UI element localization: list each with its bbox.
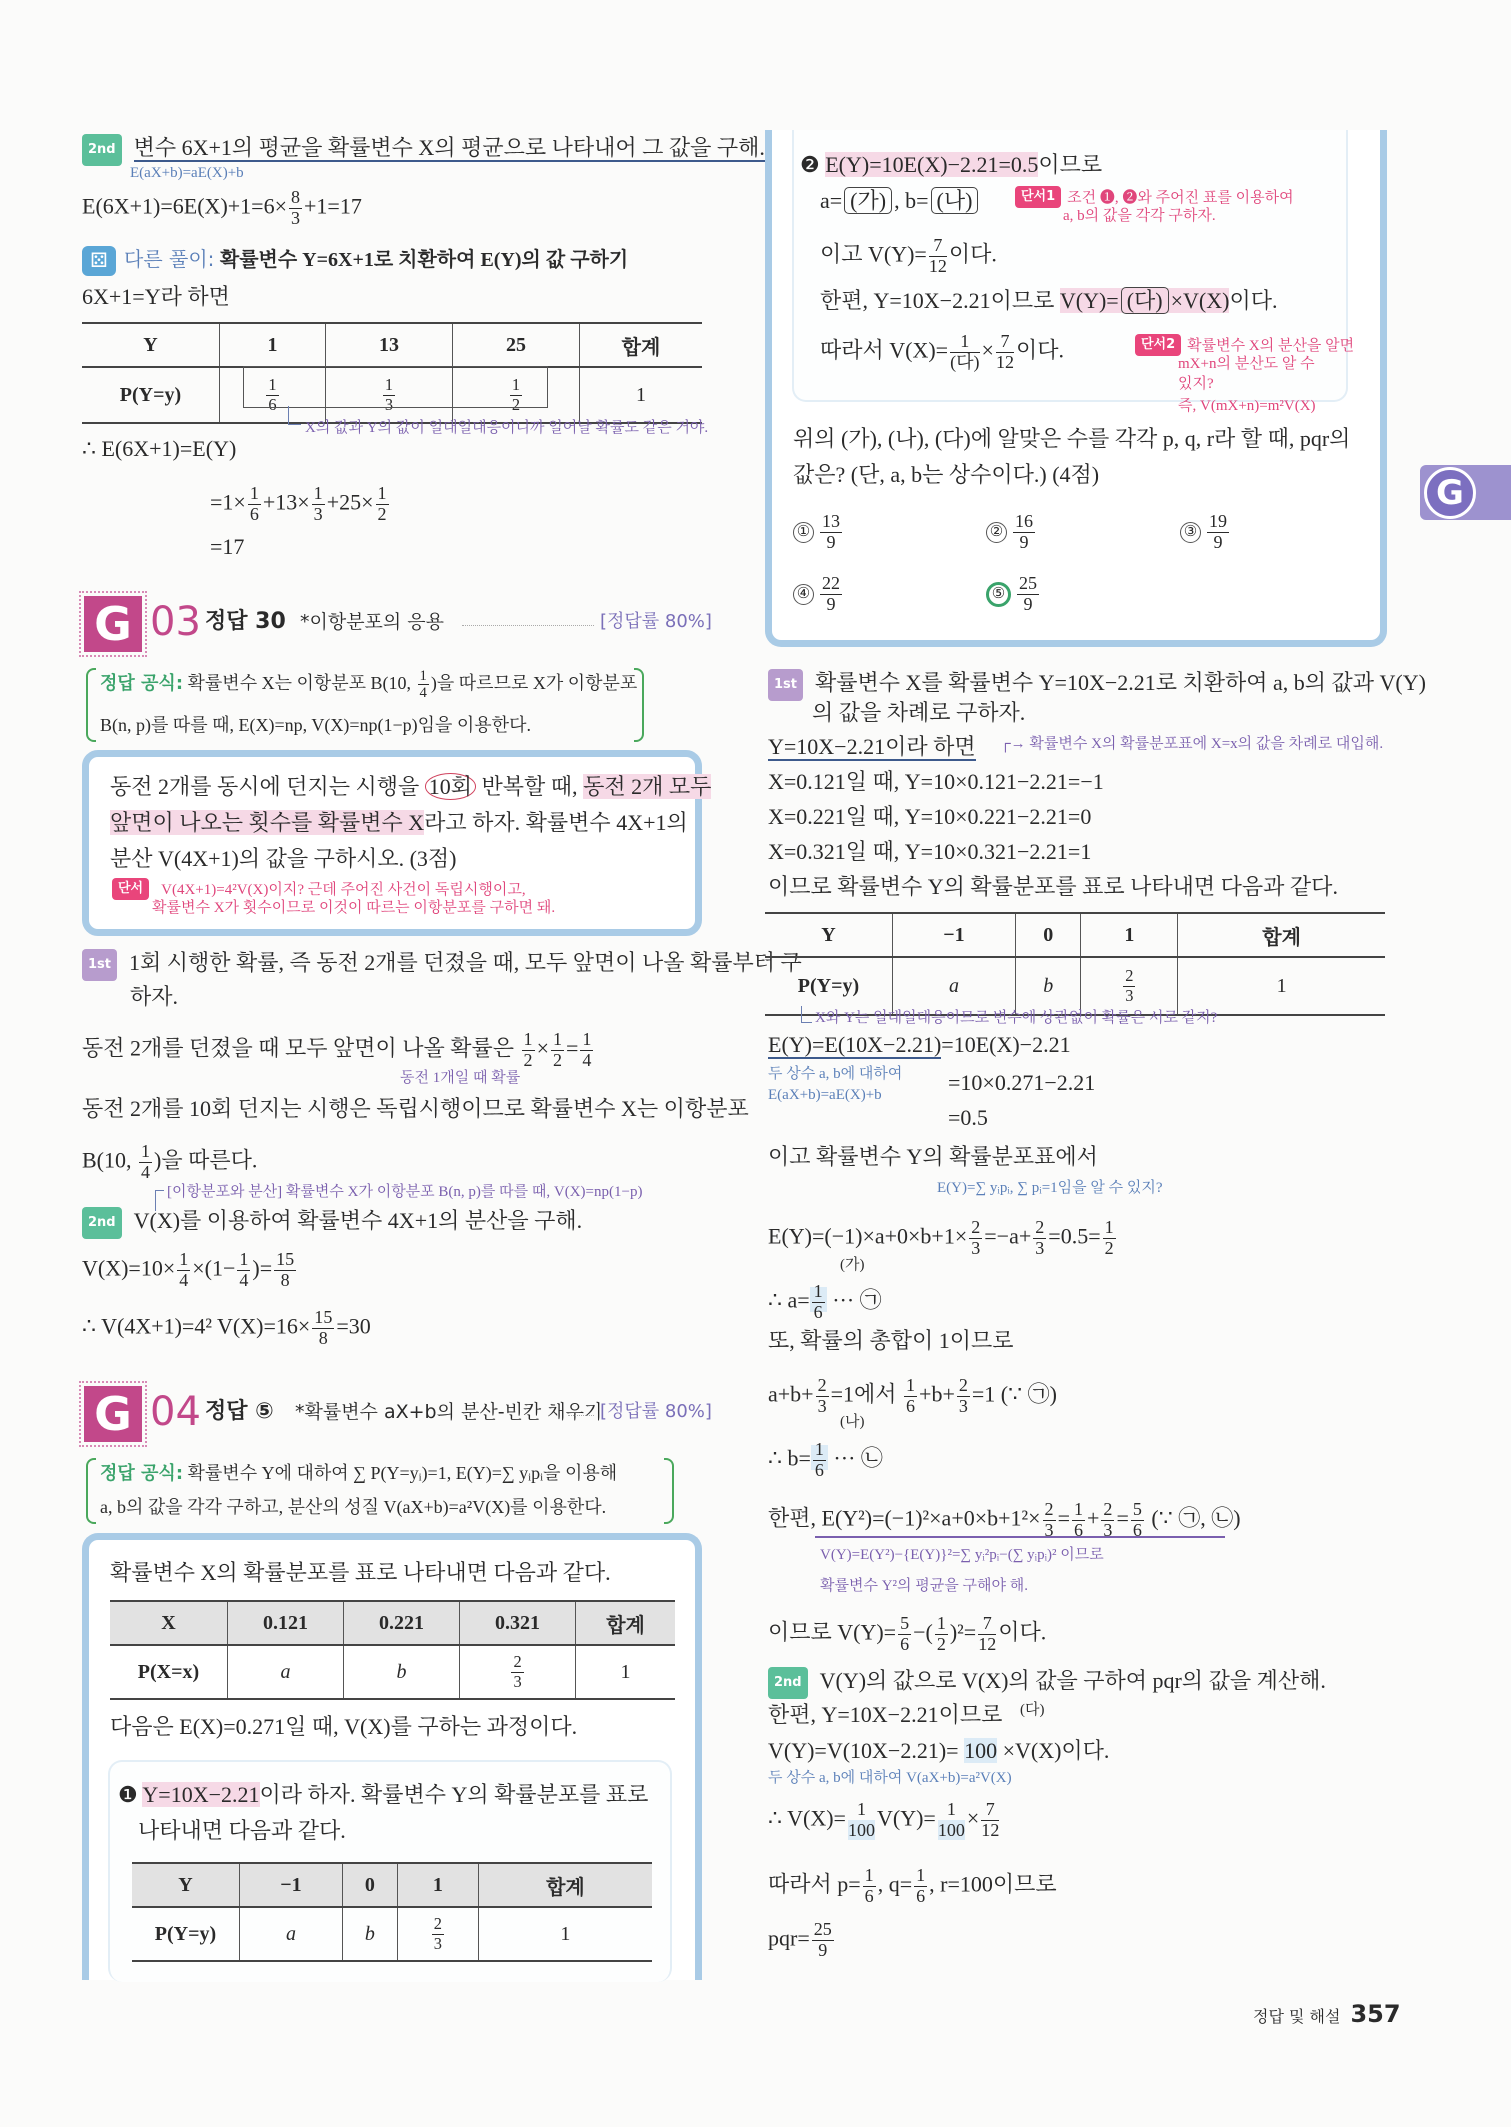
- calc-line: pqr= $\frac{25}{9}$: [768, 1919, 832, 1960]
- table-cell: −1: [893, 913, 1016, 957]
- highlight: E(Y)=10E(X)−2.21=0.5: [825, 152, 1039, 177]
- conclusion-line: =1× $\frac{1}{6}$ +13× $\frac{1}{3}$ +25× $\frac{1}{2}$: [210, 483, 387, 524]
- text-line: 동전 2개를 10회 던지는 시행은 독립시행이므로 확률변수 X는 이항분포: [82, 1096, 749, 1121]
- table-cell: 0.221: [344, 1601, 460, 1645]
- fraction: $\frac{1}{6}$: [1073, 1499, 1083, 1540]
- alt-solution-heading: [82, 244, 628, 276]
- fraction: $\frac{7}{12}$: [981, 1799, 1000, 1840]
- step-text: V(X)를 이용하여 확률변수 4X+1의 분산을 구해.: [133, 1208, 583, 1233]
- table-cell: b: [344, 1645, 460, 1699]
- formula-note: 두 상수 a, b에 대하여: [768, 1066, 903, 1082]
- distribution-table-x: [110, 1600, 675, 1700]
- table-cell: P(Y=y): [765, 957, 893, 1015]
- option-number: ③: [1180, 522, 1201, 543]
- hint-badge: 단서: [112, 878, 149, 900]
- table-cell: 0: [1015, 913, 1080, 957]
- table-cell: a: [240, 1907, 343, 1961]
- formula-line: B(n, p)를 따를 때, E(X)=np, V(X)=np(1−p)임을 이용한다.: [100, 715, 531, 735]
- bracket-left: [86, 668, 96, 742]
- blank-label: (나): [840, 1414, 865, 1430]
- fraction: $\frac{2}{3}$: [971, 1217, 981, 1258]
- dotted-leader: [568, 1415, 594, 1416]
- blank-box: (다): [1121, 287, 1169, 314]
- fraction: $\frac{1}{2}$: [511, 375, 521, 414]
- fraction: $\frac{8}{3}$: [291, 187, 301, 228]
- table-cell: 1: [478, 1907, 652, 1961]
- problem-line: 다음은 E(X)=0.271일 때, V(X)를 구하는 과정이다.: [110, 1714, 578, 1739]
- fraction: $\frac{2}{3}$: [958, 1375, 968, 1416]
- circled-text: 10회: [425, 773, 476, 800]
- step-text: 하자.: [130, 984, 179, 1009]
- answer-label: 정답 30: [205, 609, 286, 634]
- problem-line: 동전 2개를 동시에 던지는 시행을 10회 반복할 때, 동전 2개 모두: [110, 774, 712, 799]
- condition-line: ❷ E(Y)=10E(X)−2.21=0.5이므로: [800, 152, 1103, 177]
- fraction: $\frac{1}{6}$: [814, 1439, 824, 1480]
- fraction: $\frac{1}{6}$: [916, 1865, 926, 1906]
- answer-highlight: 100: [937, 1819, 965, 1840]
- table-cell: [460, 1645, 576, 1699]
- table-cell: −1: [240, 1863, 343, 1907]
- formula-label: 정답 공식:: [100, 1463, 184, 1484]
- fraction: $\frac{5}{6}$: [900, 1613, 910, 1654]
- fraction: $\frac{5}{6}$: [1132, 1499, 1142, 1540]
- accuracy-rate: [정답률 80%]: [600, 611, 712, 632]
- problem-line: 확률변수 X의 확률분포를 표로 나타내면 다음과 같다.: [110, 1560, 611, 1585]
- formula-line: a, b의 값을 각각 구하고, 분산의 성질 V(aX+b)=a²V(X)를 이용한다.: [100, 1497, 607, 1517]
- table-header-row: [132, 1863, 652, 1907]
- step-1st: [82, 948, 802, 981]
- table-cell: Y: [82, 323, 220, 367]
- distribution-table-y: [765, 912, 1385, 1016]
- alt-label: 다른 풀이:: [124, 247, 215, 271]
- annotation-note: 동전 1개일 때 확률: [400, 1070, 521, 1086]
- table-cell: Y: [765, 913, 893, 957]
- problem-number: 03: [150, 599, 201, 645]
- step-text: 1회 시행한 확률, 즉 동전 2개를 던졌을 때, 모두 앞면이 나올 확률부터 구: [129, 950, 802, 975]
- calc-line: =10×0.271−2.21: [948, 1070, 1096, 1095]
- highlight: V(Y)= (다) ×V(X): [1059, 288, 1230, 313]
- equation: E(6X+1)=6E(X)+1=6× $\frac{8}{3}$ +1=17: [82, 187, 362, 228]
- hint-text: V(4X+1)=4²V(X)이지? 근데 주어진 사건이 독립시행이고,: [161, 882, 526, 898]
- annotation-note: [이항분포와 분산] 확률변수 X가 이항분포 B(n, p)를 따를 때, V(X)=np(1−p): [167, 1184, 643, 1200]
- step-text: V(Y)의 값으로 V(X)의 값을 구하여 pqr의 값을 계산해.: [819, 1668, 1326, 1693]
- blank-label: (가): [840, 1257, 865, 1273]
- question-line: 값은? (단, a, b는 상수이다.) (4점): [793, 462, 1100, 487]
- answer-highlight: 100: [847, 1819, 875, 1840]
- text-line: 동전 2개를 던졌을 때 모두 앞면이 나올 확률은 $\frac{1}{2}$ × $\frac{1}{2}$ = $\frac{1}{4}$: [82, 1029, 592, 1070]
- table-row: [132, 1907, 652, 1961]
- fraction: $\frac{1}{4}$: [239, 1249, 249, 1290]
- table-row: [765, 957, 1385, 1015]
- calc-line: 따라서 p= $\frac{1}{6}$ , q= $\frac{1}{6}$ , r=100이므로: [768, 1865, 1057, 1906]
- hint-2: [1135, 334, 1354, 356]
- fraction: $\frac{2}{3}$: [433, 1914, 442, 1953]
- accuracy-rate: [정답률 80%]: [600, 1401, 712, 1422]
- fraction: $\frac{1}{2}$: [377, 483, 387, 524]
- text-line: 또, 확률의 총합이 1이므로: [768, 1328, 1014, 1353]
- answer-highlight: [810, 1281, 827, 1322]
- fraction: $\frac{1}{6}$: [906, 1375, 916, 1416]
- table-cell: [397, 1907, 478, 1961]
- text-line: X=0.121일 때, Y=10×0.121−2.21=−1: [768, 769, 1104, 794]
- table-cell: X: [110, 1601, 228, 1645]
- table-cell: 1: [576, 1645, 675, 1699]
- note-text: 확률변수 X의 확률분포표에 X=x의 값을 차례로 대입해.: [1029, 736, 1384, 752]
- step-badge: 2nd: [82, 1207, 122, 1239]
- fraction: $\frac{19}{9}$: [1209, 511, 1228, 552]
- bracket-right: [664, 1458, 674, 1524]
- annotation-note: 확률변수 Y²의 평균을 구해야 해.: [820, 1578, 1028, 1594]
- option-number: ②: [986, 522, 1007, 543]
- calc-line: 이므로 V(Y)= $\frac{5}{6}$ −( $\frac{1}{2}$ )²= $\frac{7}{12}$ 이다.: [768, 1613, 1047, 1654]
- fraction: $\frac{2}{3}$: [1103, 1499, 1113, 1540]
- condition-line: 이고 V(Y)= $\frac{7}{12}$ 이다.: [820, 235, 997, 276]
- fraction: $\frac{2}{3}$: [513, 1652, 522, 1691]
- answer-option-5[interactable]: [986, 574, 1041, 615]
- hint-line: [112, 878, 526, 900]
- alt-title: 확률변수 Y=6X+1로 치환하여 E(Y)의 값 구하기: [219, 249, 629, 271]
- underline: [815, 1536, 1225, 1538]
- step-1st: [768, 668, 1426, 701]
- fraction: $\frac{1}{100}$: [847, 1799, 875, 1840]
- table-cell: 합계: [1178, 913, 1385, 957]
- text-line: [768, 732, 976, 762]
- fraction: $\frac{1}{6}$: [864, 1865, 874, 1906]
- fraction: $\frac{1}{2}$: [552, 1029, 562, 1070]
- fraction: $\frac{25}{9}$: [813, 1919, 832, 1960]
- step-badge: 2nd: [82, 134, 122, 166]
- formula-note: 두 상수 a, b에 대하여 V(aX+b)=a²V(X): [768, 1770, 1012, 1786]
- step-badge: 1st: [82, 949, 117, 981]
- condition-line: 따라서 V(X)= $\frac{1}{\text{(다)}}$ × $\frac{7}{12}$ 이다.: [820, 331, 1064, 372]
- option-value: [818, 511, 844, 552]
- calc-line: ∴ V(4X+1)=4² V(X)=16× $\frac{15}{8}$ =30: [82, 1307, 371, 1348]
- fraction: $\frac{22}{9}$: [822, 573, 841, 614]
- fraction: $\frac{1}{4}$: [179, 1249, 189, 1290]
- table-cell: [1081, 957, 1178, 1015]
- calc-line: a+b+ $\frac{2}{3}$ =1에서 $\frac{1}{6}$ +b+ $\frac{2}{3}$ =1 (∵ ㉠): [768, 1375, 1057, 1416]
- fraction: $\frac{7}{12}$: [995, 331, 1014, 372]
- step-badge: 1st: [768, 669, 803, 701]
- answer-label: 정답 ⑤: [205, 1399, 274, 1424]
- table-cell: 0: [342, 1863, 397, 1907]
- arrow-icon: [801, 1006, 812, 1023]
- condition-line: ❶ Y=10X−2.21이라 하자. 확률변수 Y의 확률분포를 표로: [118, 1782, 649, 1807]
- table-header-row: [82, 323, 702, 367]
- step-badge: 2nd: [768, 1667, 808, 1699]
- answer-option-3[interactable]: [1180, 512, 1231, 553]
- highlight-box: [243, 366, 548, 408]
- calc-text: =10E(X)−2.21: [941, 1032, 1071, 1057]
- fraction: $\frac{2}{3}$: [817, 1375, 827, 1416]
- hint-line: 확률변수 X가 횟수이므로 이것이 따르는 이항분포를 구하면 돼.: [152, 900, 556, 916]
- highlight: Y=10X−2.21: [142, 1782, 260, 1807]
- formula-line: [100, 668, 637, 702]
- answer-option-4[interactable]: [793, 574, 844, 615]
- calc-line: [768, 1030, 1071, 1060]
- underlined-text: Y=10X−2.21이라 하면: [768, 734, 976, 759]
- fraction: $\frac{2}{3}$: [1035, 1217, 1045, 1258]
- fraction: $\frac{1}{\text{(다)}}$: [950, 331, 980, 372]
- formula-label: 정답 공식:: [100, 673, 184, 694]
- table-cell: b: [1015, 957, 1080, 1015]
- hint-text: 있지?: [1178, 376, 1214, 392]
- step-2nd: [768, 1666, 1326, 1699]
- table-row: [110, 1645, 675, 1699]
- page-footer: [1253, 2000, 1401, 2028]
- table-header-row: [765, 913, 1385, 957]
- text-line: 한편, Y=10X−2.21이므로: [768, 1702, 1003, 1727]
- table-cell: 합계: [576, 1601, 675, 1645]
- formula-note: E(Y)=∑ yᵢpᵢ, ∑ pᵢ=1임을 알 수 있지?: [937, 1180, 1163, 1196]
- option-number: ①: [793, 522, 814, 543]
- formula-line: [100, 1458, 617, 1489]
- text-line: 이고 확률변수 Y의 확률분포표에서: [768, 1144, 1098, 1169]
- step-2nd-heading: [82, 133, 765, 166]
- step-text: 의 값을 차례로 구하자.: [812, 700, 1026, 725]
- fraction: $\frac{1}{6}$: [813, 1281, 823, 1322]
- highlight: 동전 2개 모두: [583, 774, 712, 799]
- fraction: $\frac{1}{4}$: [141, 1141, 151, 1182]
- fraction: $\frac{2}{3}$: [1125, 966, 1134, 1005]
- fraction: $\frac{15}{8}$: [276, 1249, 295, 1290]
- calc-line: V(Y)=V(10X−2.21)= 100 ×V(X)이다.: [768, 1738, 1110, 1763]
- conclusion-line: ∴ E(6X+1)=E(Y): [82, 436, 237, 461]
- table-cell: 13: [326, 323, 453, 367]
- dice-icon: ⚄: [82, 246, 116, 276]
- section-letter: G: [1424, 467, 1476, 519]
- hint-text: a, b의 값을 각각 구하자.: [1063, 208, 1216, 224]
- fraction: $\frac{1}{2}$: [1104, 1217, 1114, 1258]
- arrow-icon: [288, 406, 301, 425]
- table-cell: a: [228, 1645, 344, 1699]
- table-cell: 25: [453, 323, 580, 367]
- table-cell: 합계: [478, 1863, 652, 1907]
- table-cell: b: [342, 1907, 397, 1961]
- blank-box: (나): [931, 187, 979, 214]
- table-cell: 1: [1178, 957, 1385, 1015]
- annotation-note: V(Y)=E(Y²)−{E(Y)}²=∑ yᵢ²pᵢ−(∑ yᵢpᵢ)² 이므로: [820, 1547, 1104, 1563]
- annotation-note: X의 값과 Y의 값이 일대일대응이니까 일어날 확률도 같은 거야.: [305, 420, 709, 436]
- calc-line: ∴ b= $\frac{1}{6}$ ··· ㉡: [768, 1439, 883, 1480]
- table-cell: 1: [580, 367, 703, 423]
- fraction: $\frac{1}{6}$: [268, 375, 277, 414]
- table-cell: 1: [1081, 913, 1178, 957]
- table-cell: P(Y=y): [82, 367, 220, 423]
- option-value: [1015, 573, 1041, 614]
- page-number: 357: [1350, 2000, 1401, 2028]
- section-letter-badge: G: [84, 1386, 142, 1442]
- text-line: 6X+1=Y라 하면: [82, 284, 230, 309]
- problem-line: 분산 V(4X+1)의 값을 구하시오. (3점): [110, 846, 457, 871]
- table-cell: 1: [220, 323, 326, 367]
- condition-line: 나타내면 다음과 같다.: [138, 1818, 346, 1843]
- fraction: $\frac{1}{6}$: [249, 483, 259, 524]
- text-line: B(10, $\frac{1}{4}$ )을 따른다.: [82, 1141, 258, 1182]
- table-cell: 1: [397, 1863, 478, 1907]
- option-value: [818, 573, 844, 614]
- table-cell: 합계: [580, 323, 703, 367]
- answer-option-1[interactable]: [793, 512, 844, 553]
- footer-label: 정답 및 해설: [1253, 2007, 1341, 2026]
- problem-line: 앞면이 나오는 횟수를 확률변수 X라고 하자. 확률변수 4X+1의: [110, 810, 688, 835]
- fraction: $\frac{7}{12}$: [928, 235, 947, 276]
- annotation-note: [1000, 734, 1383, 754]
- calc-line: ∴ V(X)= $\frac{1}{100}$ V(Y)= $\frac{1}{100}$ × $\frac{7}{12}$: [768, 1799, 1000, 1840]
- table-cell: 0.121: [228, 1601, 344, 1645]
- table-cell: 0.321: [460, 1601, 576, 1645]
- fraction: $\frac{1}{100}$: [937, 1799, 965, 1840]
- text-line: X=0.221일 때, Y=10×0.221−2.21=0: [768, 804, 1092, 829]
- calc-line: 한편, E(Y²)=(−1)²×a+0×b+1²× $\frac{2}{3}$ = $\frac{1}{6}$ + $\frac{2}{3}$ = $\frac{5}{6}$ (∵ ㉠, ㉡): [768, 1499, 1241, 1540]
- fraction: $\frac{1}{3}$: [313, 483, 323, 524]
- topic-label: *확률변수 aX+b의 분산-빈칸 채우기: [295, 1401, 603, 1423]
- step-2nd: [82, 1206, 582, 1239]
- section-letter-badge: G: [84, 596, 142, 652]
- formula-text: 확률변수 Y에 대하여 ∑ P(Y=yᵢ)=1, E(Y)=∑ yᵢpᵢ을 이용해: [187, 1463, 618, 1483]
- step-text: 확률변수 X를 확률변수 Y=10X−2.21로 치환하여 a, b의 값과 V(Y): [815, 670, 1426, 695]
- arrow-icon: ┌→: [1000, 736, 1026, 752]
- formula-note: E(aX+b)=aE(X)+b: [768, 1087, 882, 1103]
- option-value: [1205, 511, 1231, 552]
- highlight: 앞면이 나오는 횟수를 확률변수 X: [110, 810, 425, 835]
- dotted-leader: [462, 625, 594, 626]
- table-cell: a: [893, 957, 1016, 1015]
- answer-option-2[interactable]: [986, 512, 1037, 553]
- fraction: $\frac{1}{3}$: [384, 375, 394, 414]
- table-header-row: [110, 1601, 675, 1645]
- answer-highlight: 100: [964, 1738, 998, 1763]
- fraction: $\frac{25}{9}$: [1019, 573, 1038, 614]
- step-text: 변수 6X+1의 평균을 확률변수 X의 평균으로 나타내어 그 값을 구해.: [133, 135, 765, 160]
- topic-label: *이항분포의 응용: [300, 611, 445, 633]
- condition-line: 한편, Y=10X−2.21이므로 V(Y)= (다) ×V(X)이다.: [820, 288, 1278, 313]
- fraction: $\frac{13}{9}$: [822, 511, 841, 552]
- formula-text: 확률변수 X는 이항분포 B(10, $\frac{1}{4}$ )을 따르므로 X가 이항분포: [187, 668, 638, 702]
- text-line: 이므로 확률변수 Y의 확률분포를 표로 나타내면 다음과 같다.: [768, 874, 1338, 899]
- bracket-left: [86, 1458, 96, 1524]
- blank-box: (가): [844, 187, 892, 214]
- distribution-table-y: [132, 1862, 652, 1962]
- option-number-selected: ⑤: [986, 582, 1011, 607]
- fraction: $\frac{1}{4}$: [419, 668, 427, 702]
- table-cell: P(Y=y): [132, 1907, 240, 1961]
- fraction: $\frac{1}{2}$: [936, 1613, 946, 1654]
- hint-text: 즉, V(mX+n)=m²V(X): [1178, 398, 1316, 414]
- fraction: $\frac{1}{4}$: [582, 1029, 592, 1070]
- option-value: [1011, 511, 1037, 552]
- fraction: $\frac{15}{8}$: [314, 1307, 333, 1348]
- condition-line: a= (가) , b= (나): [820, 186, 980, 216]
- fraction: $\frac{7}{12}$: [978, 1613, 997, 1654]
- hint-badge: 단서1: [1015, 186, 1061, 208]
- hint-text: 확률변수 X의 분산을 알면: [1187, 338, 1355, 354]
- hint-text: mX+n의 분산도 알 수: [1178, 356, 1315, 372]
- table-cell: P(X=x): [110, 1645, 228, 1699]
- fraction: $\frac{1}{2}$: [523, 1029, 533, 1070]
- underlined-text: E(Y)=E(10X−2.21): [768, 1032, 942, 1057]
- fraction: $\frac{2}{3}$: [1044, 1499, 1054, 1540]
- section-side-tab[interactable]: [1420, 465, 1511, 520]
- annotation-note: X와 Y는 일대일대응이므로 변수에 상관없이 확률은 서로 같지?: [815, 1010, 1218, 1026]
- blank-label: (다): [1020, 1702, 1045, 1718]
- calc-line: E(Y)=(−1)×a+0×b+1× $\frac{2}{3}$ =−a+ $\frac{2}{3}$ =0.5= $\frac{1}{2}$: [768, 1217, 1114, 1258]
- hint-text: 조건 ❶, ❷와 주어진 표를 이용하여: [1067, 190, 1294, 206]
- calc-line: =0.5: [948, 1105, 988, 1130]
- text-line: X=0.321일 때, Y=10×0.321−2.21=1: [768, 839, 1092, 864]
- table-cell: Y: [132, 1863, 240, 1907]
- problem-number: 04: [150, 1389, 201, 1435]
- hint-badge: 단서2: [1135, 334, 1181, 356]
- answer-highlight: [811, 1439, 828, 1480]
- formula-note: E(aX+b)=aE(X)+b: [130, 165, 244, 181]
- calc-line: ∴ a= $\frac{1}{6}$ ··· ㉠: [768, 1281, 882, 1322]
- option-number: ④: [793, 584, 814, 605]
- hint-1: [1015, 186, 1294, 208]
- question-line: 위의 (가), (나), (다)에 알맞은 수를 각각 p, q, r라 할 때, pqr의: [793, 426, 1351, 451]
- fraction: $\frac{16}{9}$: [1015, 511, 1034, 552]
- conclusion-line: =17: [210, 534, 245, 559]
- calc-line: V(X)=10× $\frac{1}{4}$ ×(1− $\frac{1}{4}$ )= $\frac{15}{8}$: [82, 1249, 295, 1290]
